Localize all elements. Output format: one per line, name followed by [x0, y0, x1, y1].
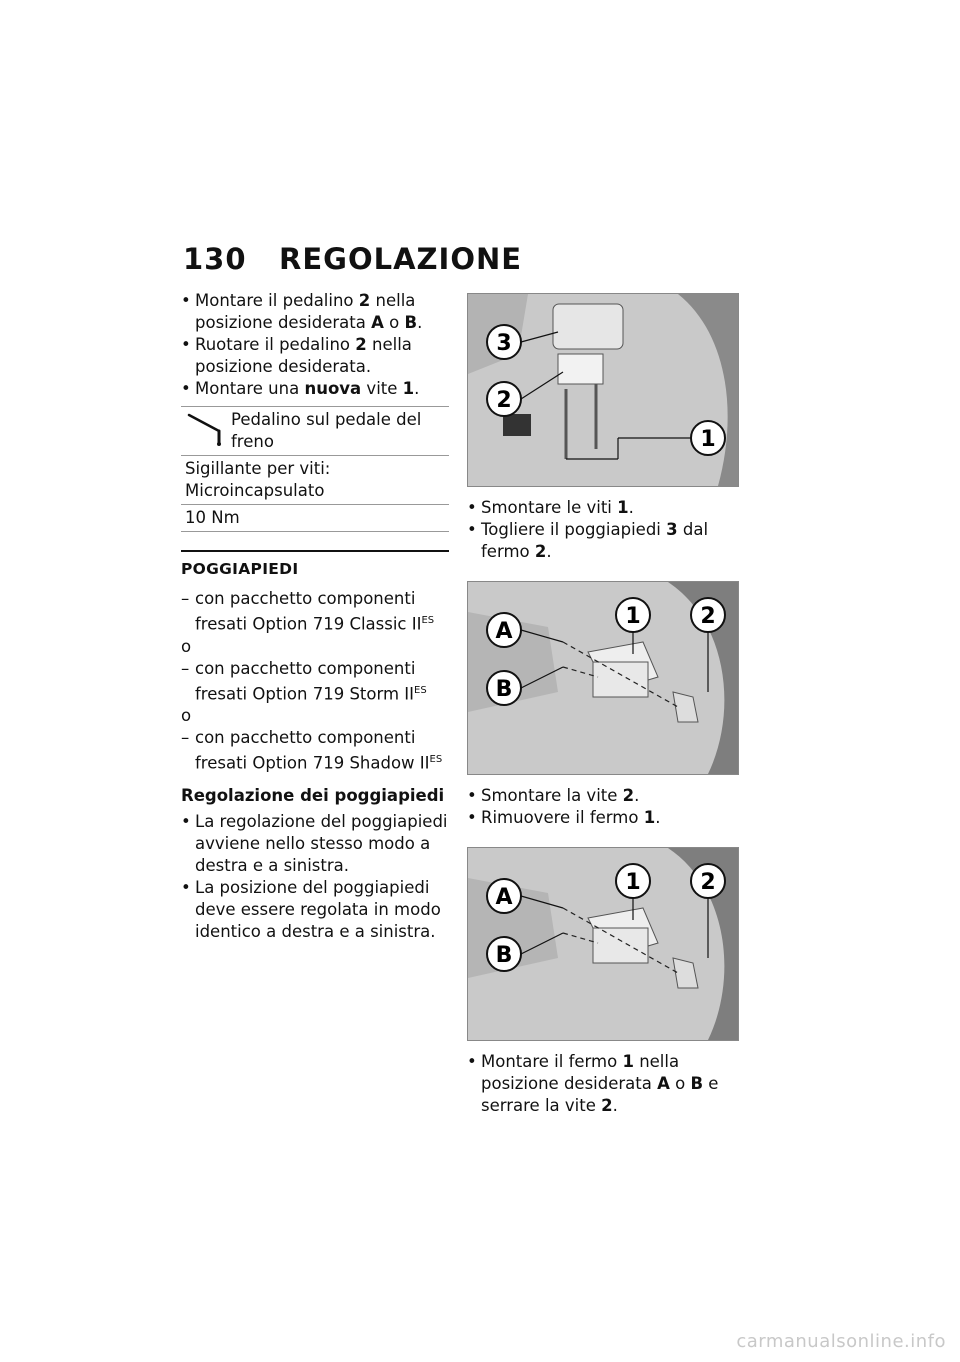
condition-item: – con pacchetto componenti fresati Option 719 Storm $II^{ES}$	[181, 658, 449, 706]
svg-text:B: B	[495, 943, 513, 968]
torque-heading-row	[181, 407, 449, 456]
svg-text:1: 1	[625, 870, 641, 895]
callout-circle	[487, 325, 521, 359]
step-item: • Montare il pedalino 2 nella posizione desiderata A o B.	[181, 290, 449, 334]
svg-text:1: 1	[625, 604, 641, 629]
svg-text:3: 3	[496, 331, 512, 356]
step-item: • Smontare la vite 2.	[467, 785, 739, 807]
condition-separator: o	[181, 706, 192, 725]
condition-item: – con pacchetto componenti fresati Option 719 Shadow $II^{ES}$	[181, 727, 449, 775]
note-item: • La regolazione del poggiapiedi avviene nello stesso modo a destra e a sinistra.	[181, 811, 449, 877]
step-item: • Smontare le viti 1.	[467, 497, 739, 519]
svg-text:2: 2	[700, 604, 716, 629]
watermark: carmanualsonline.info	[736, 1331, 946, 1352]
condition-separator: o	[181, 636, 192, 656]
torque-wrench-icon	[185, 409, 231, 449]
step-item: • Montare il fermo 1 nella posizione desiderata A o B e serrare la vite 2.	[467, 1051, 739, 1117]
page-title: REGOLAZIONE	[279, 242, 523, 276]
svg-text:1: 1	[700, 427, 716, 452]
figure-footpeg-removal	[467, 293, 739, 487]
svg-text:B: B	[495, 677, 513, 702]
step-item: • Montare una nuova vite 1.	[181, 378, 449, 400]
torque-table	[181, 406, 449, 532]
note-item: • La posizione del poggiapiedi deve essere regolata in modo identico a destra e a sinistra.	[181, 877, 449, 943]
left-column	[181, 290, 449, 943]
callout-circle	[487, 937, 521, 971]
callout-circle	[616, 598, 650, 632]
callout-circle	[487, 613, 521, 647]
right-column	[467, 293, 739, 1117]
callout-circle	[691, 864, 725, 898]
step-item: • Ruotare il pedalino 2 nella posizione desiderata.	[181, 334, 449, 378]
callout-circle	[691, 421, 725, 455]
svg-text:2: 2	[700, 870, 716, 895]
step-item: • Togliere il poggiapiedi 3 dal fermo 2.	[467, 519, 739, 563]
step-item: • Rimuovere il fermo 1.	[467, 807, 739, 829]
svg-text:A: A	[495, 885, 513, 910]
torque-note: Sigillante per viti: Microincapsulato	[181, 456, 449, 505]
svg-text:A: A	[495, 619, 513, 644]
callout-circle	[487, 671, 521, 705]
torque-value: 10 Nm	[185, 508, 240, 527]
svg-text:2: 2	[496, 388, 512, 413]
callout-circle	[616, 864, 650, 898]
callout-circle	[487, 382, 521, 416]
figure-bracket-removal	[467, 581, 739, 775]
page-header	[183, 242, 522, 276]
page-number: 130	[183, 242, 247, 276]
callout-circle	[691, 598, 725, 632]
callout-circle	[487, 879, 521, 913]
section-title: POGGIAPIEDI	[181, 550, 449, 580]
condition-item: – con pacchetto componenti fresati Option 719 Classic $II^{ES}$	[181, 588, 449, 636]
subheading: Regolazione dei poggiapiedi	[181, 785, 445, 805]
figure-bracket-install	[467, 847, 739, 1041]
torque-heading: Pedalino sul pedale del freno	[231, 410, 422, 451]
